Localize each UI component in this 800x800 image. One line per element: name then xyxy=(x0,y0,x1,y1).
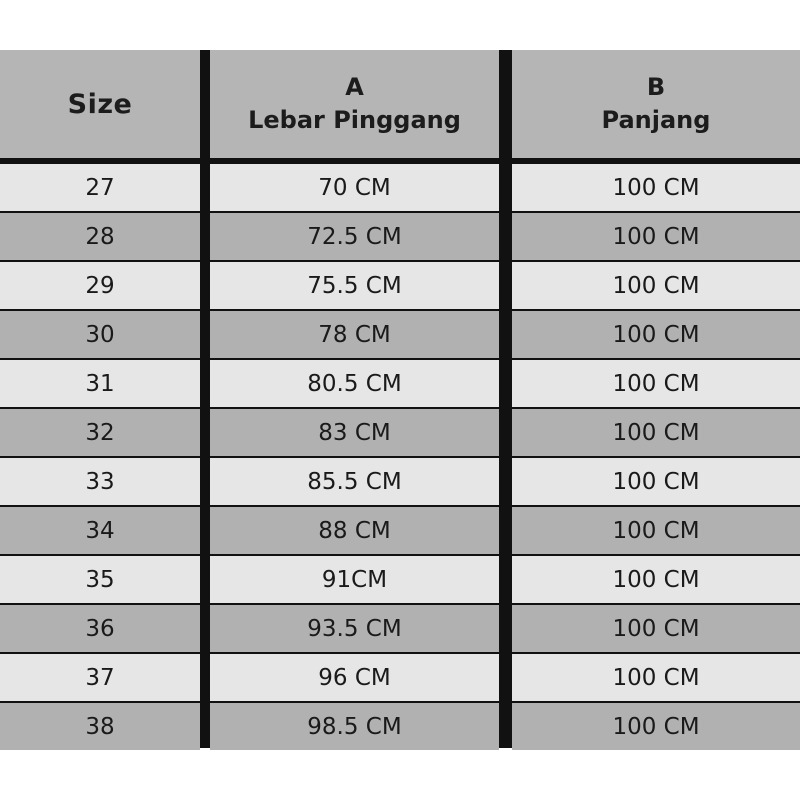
header-col-a-label: Lebar Pinggang xyxy=(248,106,461,134)
size-chart-table xyxy=(0,50,800,748)
table-cell-size: 27 xyxy=(0,164,200,211)
table-cell-panjang: 100 CM xyxy=(512,213,800,260)
table-cell-size: 38 xyxy=(0,703,200,750)
table-cell-panjang: 100 CM xyxy=(512,458,800,505)
table-cell-lebar-pinggang: 91CM xyxy=(210,556,499,603)
table-cell-panjang: 100 CM xyxy=(512,556,800,603)
table-cell-panjang: 100 CM xyxy=(512,654,800,701)
table-cell-lebar-pinggang: 96 CM xyxy=(210,654,499,701)
table-cell-lebar-pinggang: 83 CM xyxy=(210,409,499,456)
table-cell-size: 35 xyxy=(0,556,200,603)
table-cell-panjang: 100 CM xyxy=(512,311,800,358)
table-cell-panjang: 100 CM xyxy=(512,164,800,211)
table-cell-size: 37 xyxy=(0,654,200,701)
header-col-b-letter: B xyxy=(646,73,666,101)
table-cell-size: 28 xyxy=(0,213,200,260)
table-cell-panjang: 100 CM xyxy=(512,605,800,652)
table-cell-lebar-pinggang: 78 CM xyxy=(210,311,499,358)
table-cell-lebar-pinggang: 88 CM xyxy=(210,507,499,554)
table-cell-size: 29 xyxy=(0,262,200,309)
table-cell-size: 34 xyxy=(0,507,200,554)
header-col-b-label: Panjang xyxy=(601,106,711,134)
header-col-b xyxy=(512,50,800,158)
table-header-row xyxy=(0,50,800,158)
table-cell-size: 32 xyxy=(0,409,200,456)
table-cell-lebar-pinggang: 93.5 CM xyxy=(210,605,499,652)
header-size xyxy=(0,50,200,158)
table-cell-panjang: 100 CM xyxy=(512,507,800,554)
table-cell-panjang: 100 CM xyxy=(512,262,800,309)
table-cell-lebar-pinggang: 72.5 CM xyxy=(210,213,499,260)
table-cell-lebar-pinggang: 80.5 CM xyxy=(210,360,499,407)
table-cell-panjang: 100 CM xyxy=(512,360,800,407)
table-cell-lebar-pinggang: 70 CM xyxy=(210,164,499,211)
table-cell-size: 31 xyxy=(0,360,200,407)
table-cell-panjang: 100 CM xyxy=(512,703,800,750)
header-col-a-letter: A xyxy=(345,73,364,101)
table-cell-panjang: 100 CM xyxy=(512,409,800,456)
table-cell-lebar-pinggang: 85.5 CM xyxy=(210,458,499,505)
table-cell-size: 36 xyxy=(0,605,200,652)
table-cell-lebar-pinggang: 98.5 CM xyxy=(210,703,499,750)
table-cell-size: 30 xyxy=(0,311,200,358)
header-size-label: Size xyxy=(67,88,133,120)
table-cell-lebar-pinggang: 75.5 CM xyxy=(210,262,499,309)
table-cell-size: 33 xyxy=(0,458,200,505)
header-col-a xyxy=(210,50,499,158)
